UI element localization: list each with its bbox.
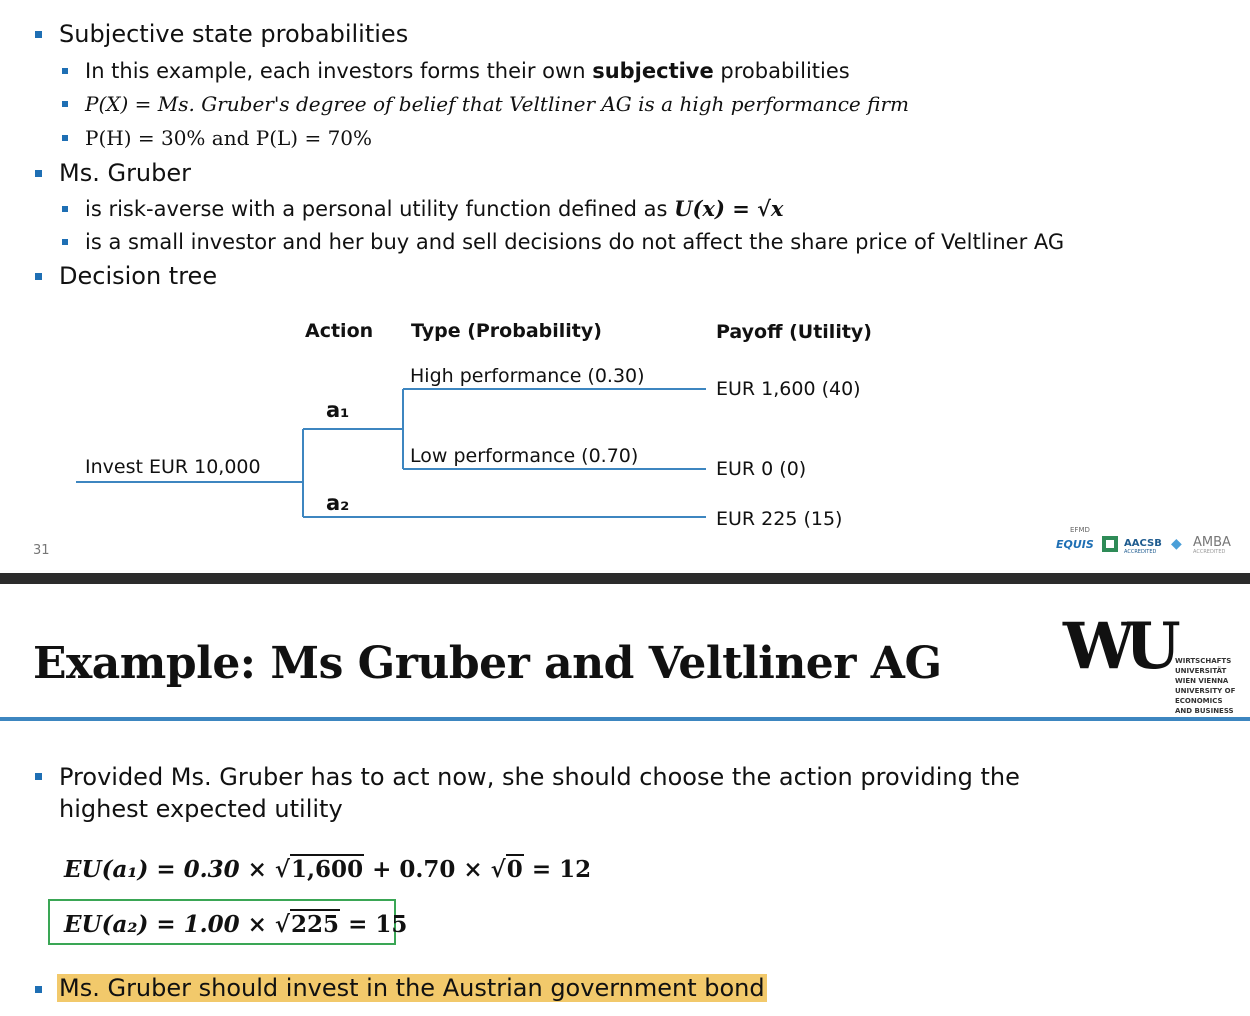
bullet-decision-tree: Decision tree [59,262,218,290]
text: probabilities [713,59,850,83]
logo-line: WIRTSCHAFTS [1175,657,1232,665]
eq-radicand: 1,600 [291,856,364,883]
logo-line: AND BUSINESS [1175,707,1234,715]
amba-sub: ACCREDITED [1193,549,1226,555]
sqrt-icon: √ [274,911,291,938]
eq-result: = 15 [340,911,408,938]
sqrt-icon: √ [490,856,506,883]
bullet-expected-utility [59,763,1020,823]
logo-line: UNIVERSITY OF [1175,687,1236,695]
bullet-ms-gruber: Ms. Gruber [59,159,192,187]
eq-mid: + 0.70 × [364,856,491,883]
utility-formula: U(x) = √x [674,196,784,221]
tree-header-action: Action [305,320,374,342]
slide-title: Example: Ms Gruber and Veltliner AG [33,638,942,689]
eq-result: = 12 [523,856,592,883]
tree-header-type: Type (Probability) [411,320,602,342]
sub-bullet-ph-pl: P(H) = 30% and P(L) = 70% [85,126,373,150]
slide-divider [0,573,1250,584]
tree-payoff-high: EUR 1,600 (40) [716,378,861,400]
page-number: 31 [33,543,50,558]
sub-bullet-small-investor: is a small investor and her buy and sell decisions do not affect the share price of Veltliner AG [85,230,1065,254]
aacsb-sub: ACCREDITED [1124,549,1157,555]
eq-lhs: EU(a₁) = 0.30 × [64,856,275,883]
tree-high-label: High performance (0.30) [410,365,645,387]
tree-a1-label: a₁ [326,398,350,422]
eq-radicand: 0 [506,856,523,883]
tree-low-label: Low performance (0.70) [410,445,639,467]
tree-payoff-a2: EUR 225 (15) [716,508,843,530]
bullet-icon [35,986,42,993]
wu-logo-text [1175,656,1235,716]
eq-lhs: EU(a₂) = 1.00 × [64,911,275,938]
title-underline [0,717,1250,721]
tree-root-label: Invest EUR 10,000 [85,456,261,478]
bold-text: subjective [592,59,714,83]
text: is risk-averse with a personal utility function defined as [85,197,675,221]
amba-diamond-icon: ◆ [1171,536,1182,552]
text-line: highest expected utility [59,795,343,823]
efmd-label: EFMD [1070,526,1090,534]
text-line: Provided Ms. Gruber has to act now, she should choose the action providing the [59,763,1020,791]
aacsb-icon [1102,536,1118,552]
amba-logo: AMBA [1193,535,1231,550]
eq-radicand: 225 [291,911,340,938]
equation-eu-a2 [64,911,407,938]
equis-logo: EQUIS [1056,538,1094,551]
aacsb-logo: AACSB [1124,538,1162,549]
logo-line: ECONOMICS [1175,697,1223,705]
tree-a2-label: a₂ [326,491,350,515]
sqrt-icon: √ [274,856,291,883]
text: In this example, each investors forms their own [85,59,593,83]
conclusion [57,974,767,1002]
sub-bullet-px-definition: P(X) = Ms. Gruber's degree of belief that Veltliner AG is a high performance firm [85,92,909,116]
logo-line: UNIVERSITÄT [1175,667,1227,675]
tree-header-payoff: Payoff (Utility) [716,321,872,343]
bullet-icon [35,773,42,780]
equation-eu-a1 [64,856,591,883]
conclusion-text: Ms. Gruber should invest in the Austrian government bond [59,974,765,1002]
bullet-subjective-probabilities: Subjective state probabilities [59,20,409,48]
tree-payoff-low: EUR 0 (0) [716,458,807,480]
logo-line: WIEN VIENNA [1175,677,1229,685]
wu-logo-mark: WU [1063,609,1171,684]
